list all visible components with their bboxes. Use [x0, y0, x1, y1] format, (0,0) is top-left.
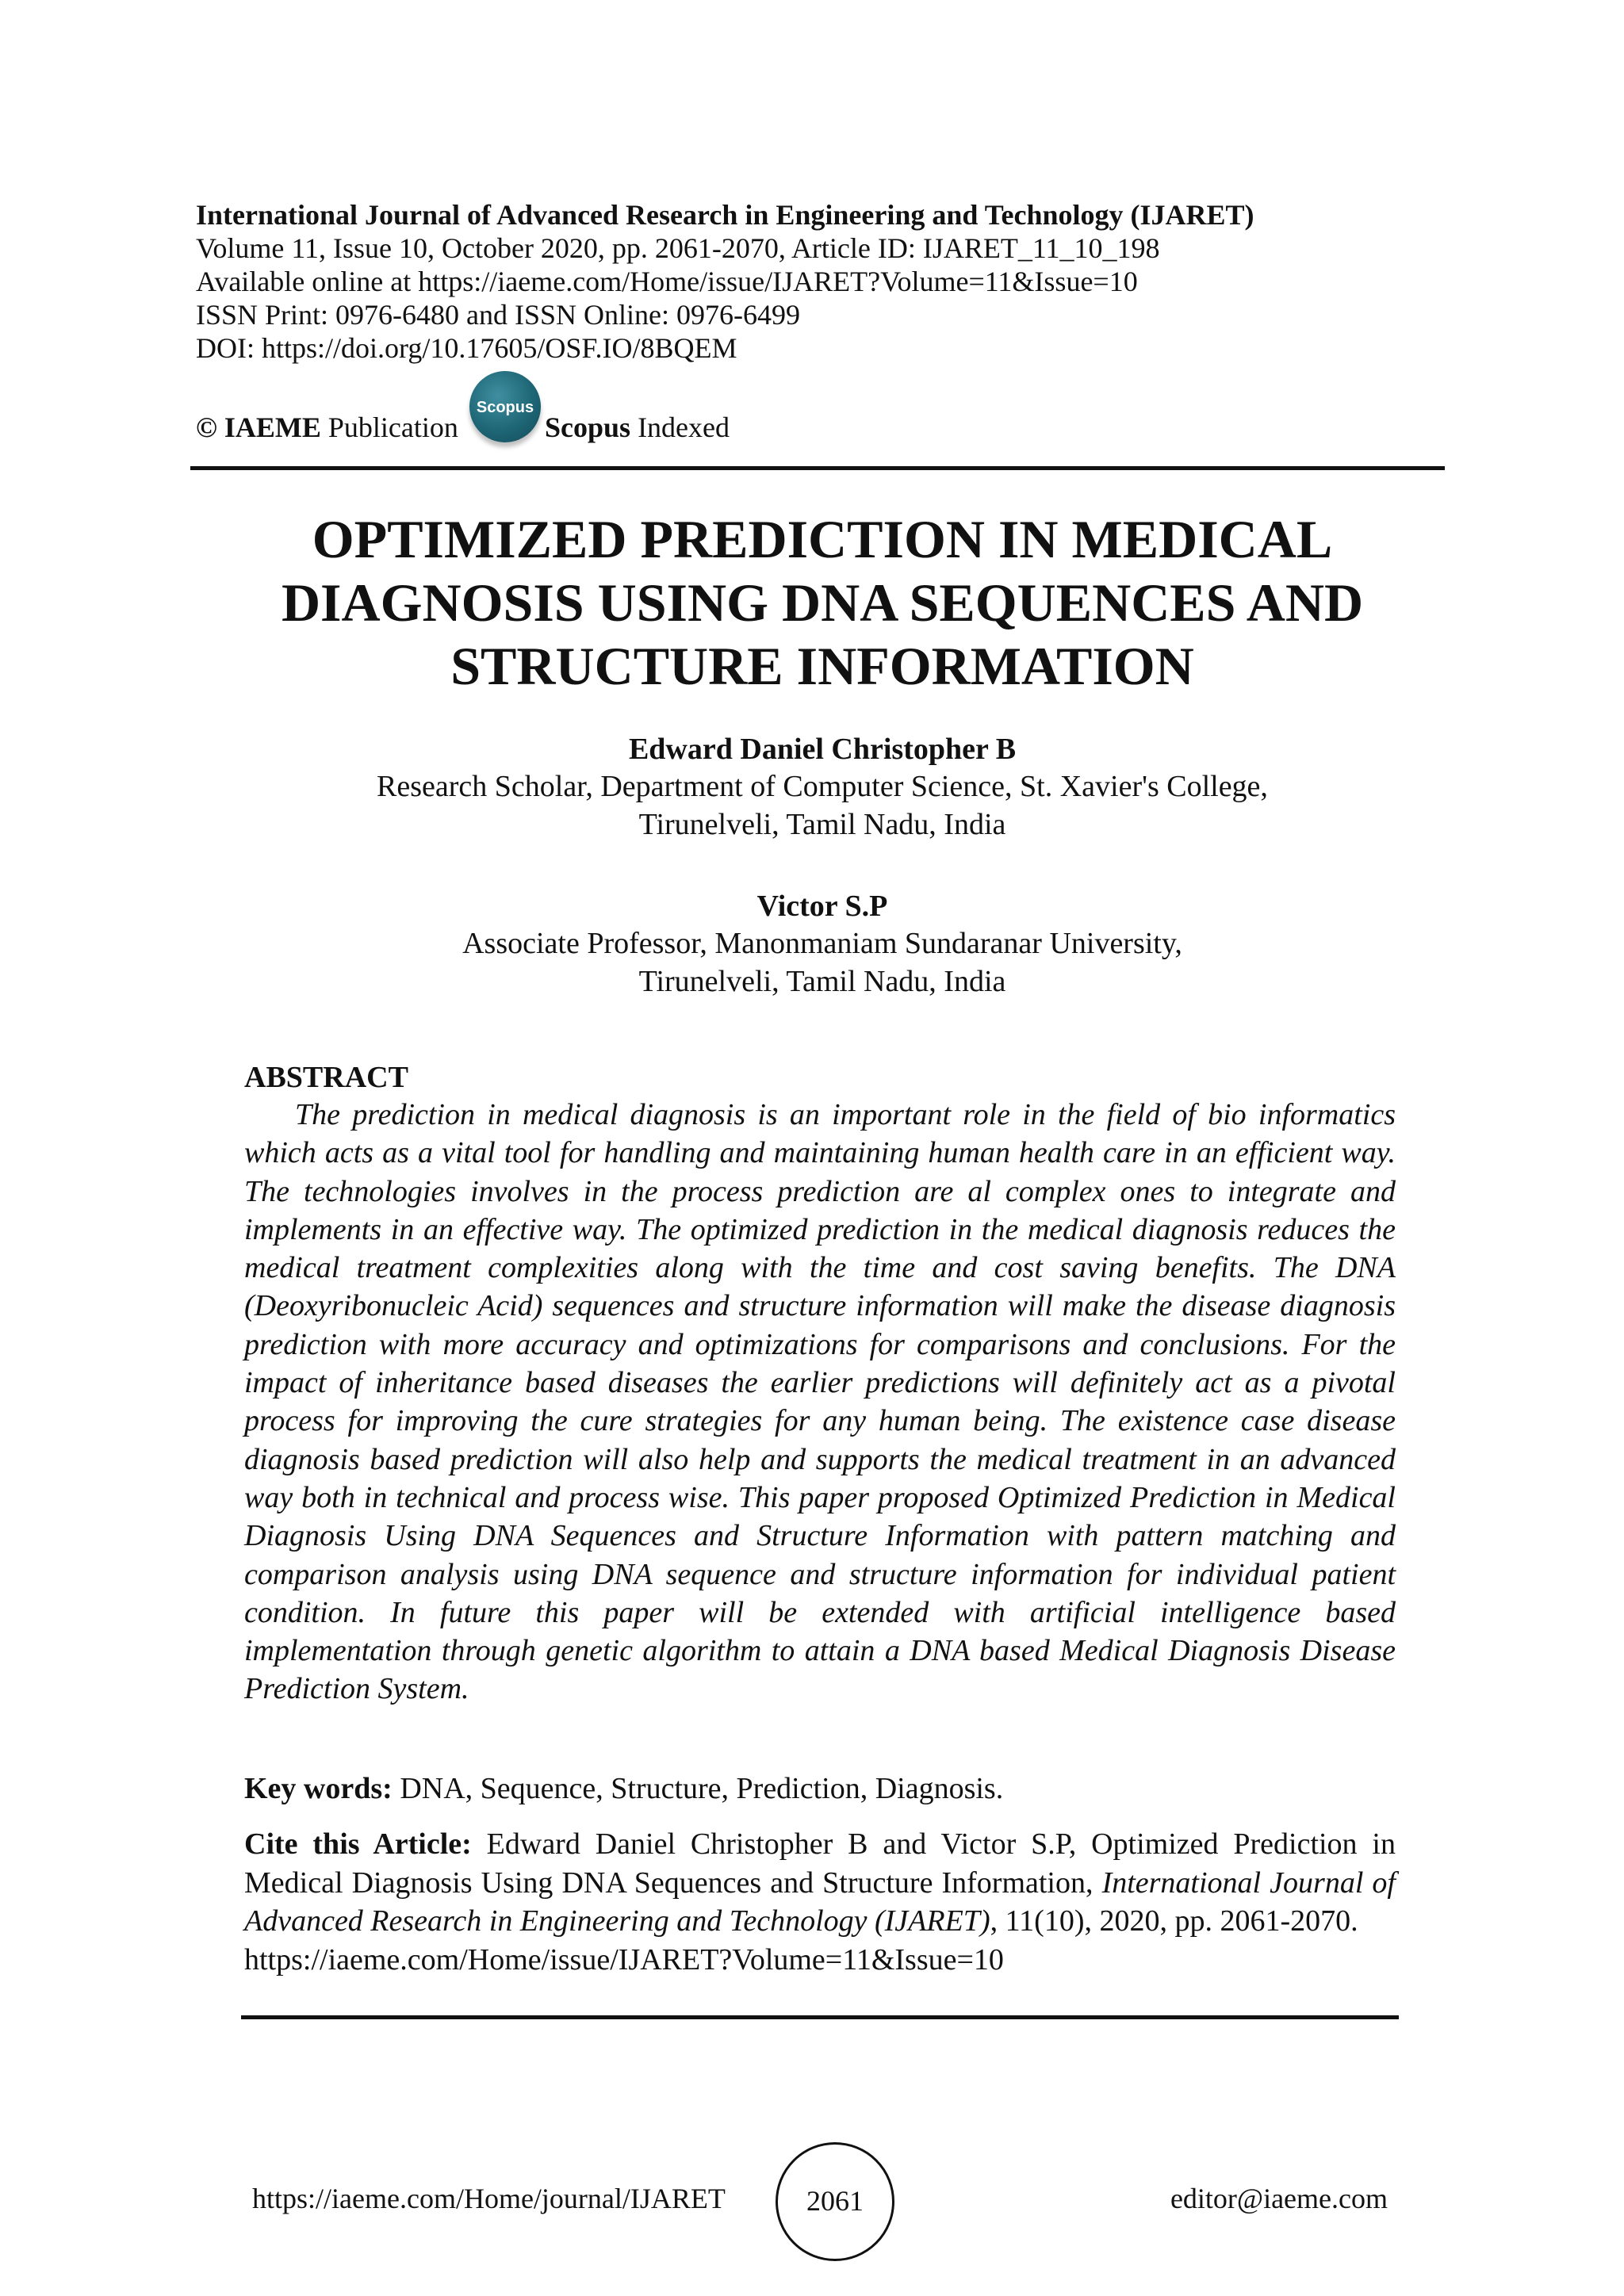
journal-name: International Journal of Advanced Research in Engineering and Technology (IJARET)	[196, 199, 1254, 231]
header-divider	[190, 466, 1445, 470]
abstract-heading: ABSTRACT	[244, 1061, 408, 1094]
cite-journal: International Journal of Advanced Research in Engineering and Technology (IJARET)	[244, 1866, 1396, 1938]
cite-details: , 11(10), 2020, pp. 2061-2070.	[990, 1904, 1358, 1938]
issn-info: ISSN Print: 0976-6480 and ISSN Online: 0976-6499	[196, 299, 801, 331]
abstract-section	[244, 1059, 1396, 1709]
indexed-label: Indexed	[630, 411, 730, 443]
author-affiliation-line2: Tirunelveli, Tamil Nadu, India	[638, 808, 1006, 841]
cite-url[interactable]: https://iaeme.com/Home/issue/IJARET?Volume=11&Issue=10	[244, 1942, 1004, 1976]
keywords-text: DNA, Sequence, Structure, Prediction, Diagnosis.	[392, 1772, 1004, 1805]
scopus-logo-icon	[469, 371, 541, 442]
footer-email[interactable]: editor@iaeme.com	[1170, 2183, 1388, 2214]
author-affiliation-line2: Tirunelveli, Tamil Nadu, India	[638, 965, 1006, 998]
scopus-label: Scopus	[545, 411, 631, 443]
publisher-line	[196, 411, 458, 444]
author-affiliation-line1: Research Scholar, Department of Computer Science, St. Xavier's College,	[377, 770, 1268, 803]
availability-info: Available online at https://iaeme.com/Home/issue/IJARET?Volume=11&Issue=10	[196, 266, 1138, 297]
keywords-label: Key words:	[244, 1772, 393, 1805]
cite-text: Edward Daniel Christopher B and Victor S.P, Optimized Prediction in Medical Diagnosis Using DNA Sequences and Structure Information,	[244, 1827, 1396, 1900]
volume-info: Volume 11, Issue 10, October 2020, pp. 2061-2070, Article ID: IJARET_11_10_198	[196, 232, 1160, 264]
footer-journal-url[interactable]: https://iaeme.com/Home/journal/IJARET	[252, 2183, 726, 2214]
author-name: Victor S.P	[756, 890, 888, 923]
page-number: 2061	[806, 2185, 864, 2217]
author-affiliation-line1: Associate Professor, Manonmaniam Sundaranar University,	[462, 927, 1182, 960]
abstract-text: The prediction in medical diagnosis is an important role in the field of bio informatics which acts as a vital tool for handling and maintaining human health care in an efficient way. The technologies involves in the process prediction are al complex ones to integrate and implements in an effective way. The optimized prediction in the medical diagnosis reduces the medical treatment complexities along with the time and cost saving benefits. The DNA (Deoxyribonucleic Acid) sequences and structure information will make the disease diagnosis prediction with more accuracy and optimizations for comparisons and conclusions. For the impact of inheritance based diseases the earlier predictions will definitely act as a pivotal process for improving the cure strategies for any human being. The existence case disease diagnosis based prediction will also help and supports the medical treatment in an advanced way both in technical and process wise. This paper proposed Optimized Prediction in Medical Diagnosis Using DNA Sequences and Structure Information with pattern matching and comparison analysis using DNA sequence and structure information for individual patient condition. In future this paper will be extended with artificial intelligence based implementation through genetic algorithm to attain a DNA based Medical Diagnosis Disease Prediction System.	[244, 1098, 1396, 1706]
keywords-line	[244, 1770, 1396, 1808]
paper-title: OPTIMIZED PREDICTION IN MEDICAL DIAGNOSIS USING DNA SEQUENCES AND STRUCTURE INFORMATION	[281, 509, 1364, 696]
author-block-1	[196, 731, 1449, 844]
doi-info: DOI: https://doi.org/10.17605/OSF.IO/8BQEM	[196, 332, 737, 364]
copyright-label: © IAEME	[196, 411, 321, 443]
journal-header	[196, 198, 1449, 365]
author-name: Edward Daniel Christopher B	[628, 733, 1017, 766]
citation-divider	[241, 2015, 1399, 2019]
scopus-logo-text: Scopus	[476, 399, 534, 416]
page-number-badge	[776, 2142, 894, 2261]
publication-label: Publication	[320, 411, 458, 443]
author-block-2	[196, 888, 1449, 1001]
publication-row	[196, 371, 1449, 442]
cite-label: Cite this Article:	[244, 1827, 472, 1861]
indexed-line	[545, 411, 730, 444]
citation-block	[244, 1825, 1396, 1979]
